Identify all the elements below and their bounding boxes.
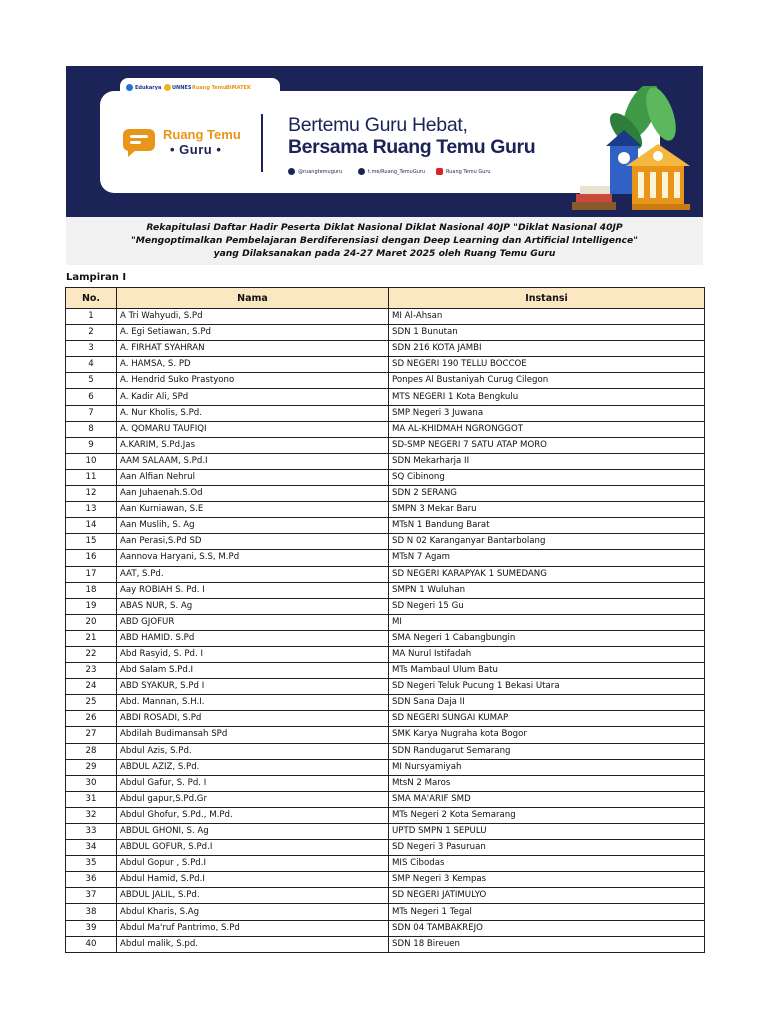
table-row <box>66 679 705 695</box>
table-header-row <box>66 288 705 309</box>
table-row <box>66 872 705 888</box>
cell-instansi: SD N 02 Karanganyar Bantarbolang <box>389 534 705 550</box>
cell-instansi: SDN Sana Daja II <box>389 695 705 711</box>
table-row <box>66 550 705 566</box>
cell-no: 38 <box>66 904 117 920</box>
cell-nama: ABDUL GHONI, S. Ag <box>117 824 389 840</box>
table-row <box>66 486 705 502</box>
table-row <box>66 936 705 952</box>
cell-instansi: SDN 2 SERANG <box>389 486 705 502</box>
table-row <box>66 824 705 840</box>
cell-nama: A. QOMARU TAUFIQI <box>117 421 389 437</box>
ruang-temu-logo-icon <box>122 128 156 158</box>
table-row <box>66 663 705 679</box>
column-header-instansi: Instansi <box>389 288 705 309</box>
cell-no: 37 <box>66 888 117 904</box>
cell-instansi: MIS Cibodas <box>389 856 705 872</box>
cell-nama: A Tri Wahyudi, S.Pd <box>117 309 389 325</box>
cell-no: 35 <box>66 856 117 872</box>
table-row <box>66 309 705 325</box>
cell-nama: A. Kadir Ali, SPd <box>117 389 389 405</box>
table-row <box>66 373 705 389</box>
cell-instansi: MI Nursyamiyah <box>389 759 705 775</box>
cell-instansi: SQ Cibinong <box>389 469 705 485</box>
cell-no: 15 <box>66 534 117 550</box>
cell-no: 36 <box>66 872 117 888</box>
cell-no: 14 <box>66 518 117 534</box>
cell-instansi: MtsN 2 Maros <box>389 775 705 791</box>
school-illustration <box>566 86 703 217</box>
table-row <box>66 920 705 936</box>
cell-no: 2 <box>66 325 117 341</box>
cell-nama: Abd Salam S.Pd.I <box>117 663 389 679</box>
table-row <box>66 357 705 373</box>
cell-no: 31 <box>66 791 117 807</box>
cell-instansi: SD NEGERI KARAPYAK 1 SUMEDANG <box>389 566 705 582</box>
table-row <box>66 791 705 807</box>
cell-no: 6 <box>66 389 117 405</box>
cell-instansi: MTsN 7 Agam <box>389 550 705 566</box>
cell-no: 7 <box>66 405 117 421</box>
table-row <box>66 695 705 711</box>
cell-nama: Aan Perasi,S.Pd SD <box>117 534 389 550</box>
table-row <box>66 453 705 469</box>
cell-no: 27 <box>66 727 117 743</box>
document-title <box>66 217 703 265</box>
cell-nama: Abdul Gafur, S. Pd. I <box>117 775 389 791</box>
cell-no: 33 <box>66 824 117 840</box>
cell-nama: AAM SALAAM, S.Pd.I <box>117 453 389 469</box>
table-row <box>66 518 705 534</box>
table-row <box>66 807 705 823</box>
cell-no: 1 <box>66 309 117 325</box>
cell-instansi: SD NEGERI SUNGAI KUMAP <box>389 711 705 727</box>
cell-instansi: UPTD SMPN 1 SEPULU <box>389 824 705 840</box>
title-line-1: Rekapitulasi Daftar Hadir Peserta Diklat Nasional Diklat Nasional 40JP "Diklat Nasional 40JP <box>146 222 623 233</box>
cell-no: 20 <box>66 614 117 630</box>
cell-instansi: MTs Negeri 2 Kota Semarang <box>389 807 705 823</box>
cell-nama: Abdul Gopur , S.Pd.I <box>117 856 389 872</box>
cell-nama: ABD SYAKUR, S.Pd I <box>117 679 389 695</box>
cell-nama: AAT, S.Pd. <box>117 566 389 582</box>
cell-instansi: MA Nurul Istifadah <box>389 646 705 662</box>
sponsor-bimatek: BIMATEK <box>226 85 251 91</box>
cell-nama: Abdul gapur,S.Pd.Gr <box>117 791 389 807</box>
edukarya-logo-icon <box>126 84 133 91</box>
table-row <box>66 437 705 453</box>
cell-instansi: Ponpes Al Bustaniyah Curug Cilegon <box>389 373 705 389</box>
cell-nama: A. Nur Kholis, S.Pd. <box>117 405 389 421</box>
table-row <box>66 775 705 791</box>
cell-nama: Abdul malik, S.pd. <box>117 936 389 952</box>
cell-instansi: SD Negeri 15 Gu <box>389 598 705 614</box>
cell-no: 28 <box>66 743 117 759</box>
cell-instansi: MI Al-Ahsan <box>389 309 705 325</box>
cell-instansi: SMP Negeri 3 Juwana <box>389 405 705 421</box>
cell-nama: ABD HAMID. S.Pd <box>117 630 389 646</box>
column-header-nama: Nama <box>117 288 389 309</box>
cell-nama: Aan Kurniawan, S.E <box>117 502 389 518</box>
cell-instansi: SD NEGERI JATIMULYO <box>389 888 705 904</box>
cell-nama: Aan Juhaenah.S.Od <box>117 486 389 502</box>
cell-nama: Abdul Azis, S.Pd. <box>117 743 389 759</box>
table-row <box>66 856 705 872</box>
cell-instansi: MI <box>389 614 705 630</box>
cell-no: 34 <box>66 840 117 856</box>
cell-no: 10 <box>66 453 117 469</box>
youtube-icon <box>436 168 443 175</box>
cell-nama: ABD GJOFUR <box>117 614 389 630</box>
sponsor-ruang-temu: Ruang Temu <box>192 85 227 91</box>
banner-divider <box>261 114 263 172</box>
table-row <box>66 630 705 646</box>
cell-nama: Aan Muslih, S. Ag <box>117 518 389 534</box>
cell-instansi: MTs Negeri 1 Tegal <box>389 904 705 920</box>
cell-no: 16 <box>66 550 117 566</box>
cell-nama: A. HAMSA, S. PD <box>117 357 389 373</box>
table-row <box>66 502 705 518</box>
cell-instansi: SD Negeri 3 Pasuruan <box>389 840 705 856</box>
cell-instansi: SDN 18 Bireuen <box>389 936 705 952</box>
table-row <box>66 421 705 437</box>
table-row <box>66 759 705 775</box>
table-row <box>66 566 705 582</box>
cell-nama: A.KARIM, S.Pd.Jas <box>117 437 389 453</box>
cell-instansi: SMA Negeri 1 Cabangbungin <box>389 630 705 646</box>
cell-instansi: MTS NEGERI 1 Kota Bengkulu <box>389 389 705 405</box>
table-row <box>66 341 705 357</box>
cell-instansi: SDN 1 Bunutan <box>389 325 705 341</box>
banner-headline-2: Bersama Ruang Temu Guru <box>288 136 536 158</box>
sponsor-unnes: UNNES <box>172 85 192 91</box>
cell-nama: Aannova Haryani, S.S, M.Pd <box>117 550 389 566</box>
attendance-table <box>65 287 705 953</box>
cell-instansi: SMK Karya Nugraha kota Bogor <box>389 727 705 743</box>
brand-subtitle: • Guru • <box>170 142 222 157</box>
sponsor-edukarya: Edukarya <box>135 85 162 91</box>
table-row <box>66 646 705 662</box>
cell-nama: ABDUL GOFUR, S.Pd.I <box>117 840 389 856</box>
cell-instansi: SDN Mekarharja II <box>389 453 705 469</box>
cell-no: 9 <box>66 437 117 453</box>
table-row <box>66 469 705 485</box>
cell-instansi: SDN 216 KOTA JAMBI <box>389 341 705 357</box>
title-line-3: yang Dilaksanakan pada 24-27 Maret 2025 oleh Ruang Temu Guru <box>213 248 556 259</box>
cell-no: 24 <box>66 679 117 695</box>
table-row <box>66 405 705 421</box>
cell-nama: A. FIRHAT SYAHRAN <box>117 341 389 357</box>
cell-nama: ABDUL JALIL, S.Pd. <box>117 888 389 904</box>
table-row <box>66 325 705 341</box>
cell-instansi: MTs Mambaul Ulum Batu <box>389 663 705 679</box>
cell-no: 40 <box>66 936 117 952</box>
cell-instansi: SMPN 3 Mekar Baru <box>389 502 705 518</box>
cell-nama: Abdilah Budimansah SPd <box>117 727 389 743</box>
cell-no: 30 <box>66 775 117 791</box>
cell-instansi: MA AL-KHIDMAH NGRONGGOT <box>389 421 705 437</box>
column-header-no: No. <box>66 288 117 309</box>
cell-nama: ABDI ROSADI, S.Pd <box>117 711 389 727</box>
brand-name: Ruang Temu <box>163 127 241 142</box>
cell-no: 26 <box>66 711 117 727</box>
cell-no: 25 <box>66 695 117 711</box>
cell-no: 13 <box>66 502 117 518</box>
cell-nama: Abd Rasyid, S. Pd. I <box>117 646 389 662</box>
cell-instansi: SD NEGERI 190 TELLU BOCCOE <box>389 357 705 373</box>
cell-no: 39 <box>66 920 117 936</box>
cell-instansi: SMA MA'ARIF SMD <box>389 791 705 807</box>
cell-no: 19 <box>66 598 117 614</box>
table-row <box>66 614 705 630</box>
cell-instansi: SMPN 1 Wuluhan <box>389 582 705 598</box>
cell-no: 5 <box>66 373 117 389</box>
cell-no: 3 <box>66 341 117 357</box>
cell-no: 21 <box>66 630 117 646</box>
cell-nama: Abdul Kharis, S.Ag <box>117 904 389 920</box>
table-row <box>66 840 705 856</box>
table-row <box>66 534 705 550</box>
cell-nama: ABDUL AZIZ, S.Pd. <box>117 759 389 775</box>
cell-instansi: MTsN 1 Bandung Barat <box>389 518 705 534</box>
social-telegram: t.me/Ruang_TemuGuru <box>358 168 425 175</box>
instagram-icon <box>288 168 295 175</box>
cell-instansi: SDN Randugarut Semarang <box>389 743 705 759</box>
cell-nama: Aay ROBIAH S. Pd. I <box>117 582 389 598</box>
cell-instansi: SD-SMP NEGERI 7 SATU ATAP MORO <box>389 437 705 453</box>
table-row <box>66 582 705 598</box>
social-youtube: Ruang Temu Guru <box>436 168 491 175</box>
cell-nama: Abdul Ghofur, S.Pd., M.Pd. <box>117 807 389 823</box>
cell-instansi: SD Negeri Teluk Pucung 1 Bekasi Utara <box>389 679 705 695</box>
cell-no: 17 <box>66 566 117 582</box>
cell-no: 8 <box>66 421 117 437</box>
cell-no: 11 <box>66 469 117 485</box>
cell-no: 32 <box>66 807 117 823</box>
cell-nama: A. Egi Setiawan, S.Pd <box>117 325 389 341</box>
unnes-logo-icon <box>164 84 171 91</box>
cell-no: 22 <box>66 646 117 662</box>
table-row <box>66 888 705 904</box>
table-row <box>66 727 705 743</box>
header-banner <box>66 66 703 217</box>
title-line-2: "Mengoptimalkan Pembelajaran Berdiferensiasi dengan Deep Learning dan Artificial Intelligence" <box>130 235 639 246</box>
cell-instansi: SDN 04 TAMBAKREJO <box>389 920 705 936</box>
table-row <box>66 743 705 759</box>
table-row <box>66 904 705 920</box>
cell-nama: Abdul Ma'ruf Pantrimo, S.Pd <box>117 920 389 936</box>
cell-instansi: SMP Negeri 3 Kempas <box>389 872 705 888</box>
cell-nama: Abd. Mannan, S.H.I. <box>117 695 389 711</box>
cell-no: 12 <box>66 486 117 502</box>
cell-no: 23 <box>66 663 117 679</box>
cell-no: 29 <box>66 759 117 775</box>
cell-no: 18 <box>66 582 117 598</box>
table-row <box>66 389 705 405</box>
banner-headline-1: Bertemu Guru Hebat, <box>288 114 468 136</box>
table-row <box>66 598 705 614</box>
social-instagram: @ruangtemuguru <box>288 168 342 175</box>
cell-nama: A. Hendrid Suko Prastyono <box>117 373 389 389</box>
telegram-icon <box>358 168 365 175</box>
table-row <box>66 711 705 727</box>
attachment-label: Lampiran I <box>66 272 127 283</box>
cell-nama: ABAS NUR, S. Ag <box>117 598 389 614</box>
cell-nama: Abdul Hamid, S.Pd.I <box>117 872 389 888</box>
cell-nama: Aan Alfian Nehrul <box>117 469 389 485</box>
cell-no: 4 <box>66 357 117 373</box>
